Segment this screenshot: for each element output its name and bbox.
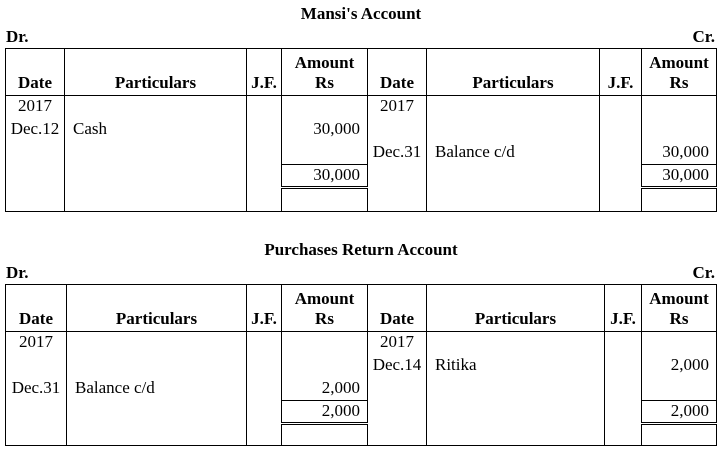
date-header: Date [6,285,67,332]
jf-header: J.F. [247,49,282,96]
table-row [6,355,717,378]
entry-amount: 30,000 [642,142,717,165]
amount-header: Amount Rs [642,285,717,332]
amount-header: Amount Rs [642,49,717,96]
entry-date: Dec.14 [368,355,427,378]
credit-label: Cr. [692,27,715,46]
debit-total: 2,000 [282,401,368,424]
table-row [6,424,717,446]
table-row [6,142,717,165]
amount-header: Amount Rs [282,285,368,332]
table-row [6,165,717,188]
debit-year: 2017 [6,96,65,119]
table-row [6,332,717,355]
debit-total: 30,000 [282,165,368,188]
table-row [6,96,717,119]
account-title: Mansi's Account [300,4,422,23]
entry-date: Dec.31 [6,378,67,401]
entry-date: Dec.12 [6,119,65,142]
entry-amount: 2,000 [282,378,368,401]
jf-header: J.F. [605,285,642,332]
debit-label: Dr. [6,263,29,282]
ledger-table [5,48,717,212]
entry-particulars: Ritika [427,355,605,378]
particulars-header: Particulars [65,49,247,96]
entry-amount: 30,000 [282,119,368,142]
debit-label: Dr. [6,27,29,46]
table-row [6,378,717,401]
table-row [6,401,717,424]
debit-year: 2017 [6,332,67,355]
jf-header: J.F. [600,49,642,96]
credit-label: Cr. [692,263,715,282]
account-title: Purchases Return Account [264,240,458,259]
entry-amount: 2,000 [642,355,717,378]
particulars-header: Particulars [67,285,247,332]
particulars-header: Particulars [427,49,600,96]
credit-total: 30,000 [642,165,717,188]
entry-date: Dec.31 [368,142,427,165]
jf-header: J.F. [247,285,282,332]
date-header: Date [368,285,427,332]
date-header: Date [6,49,65,96]
entry-particulars: Balance c/d [67,378,247,401]
table-row [6,188,717,212]
entry-particulars: Cash [65,119,247,142]
table-row [6,119,717,142]
date-header: Date [368,49,427,96]
ledger-table [5,284,717,446]
credit-year: 2017 [368,96,427,119]
particulars-header: Particulars [427,285,605,332]
amount-header: Amount Rs [282,49,368,96]
credit-total: 2,000 [642,401,717,424]
entry-particulars: Balance c/d [427,142,600,165]
credit-year: 2017 [368,332,427,355]
